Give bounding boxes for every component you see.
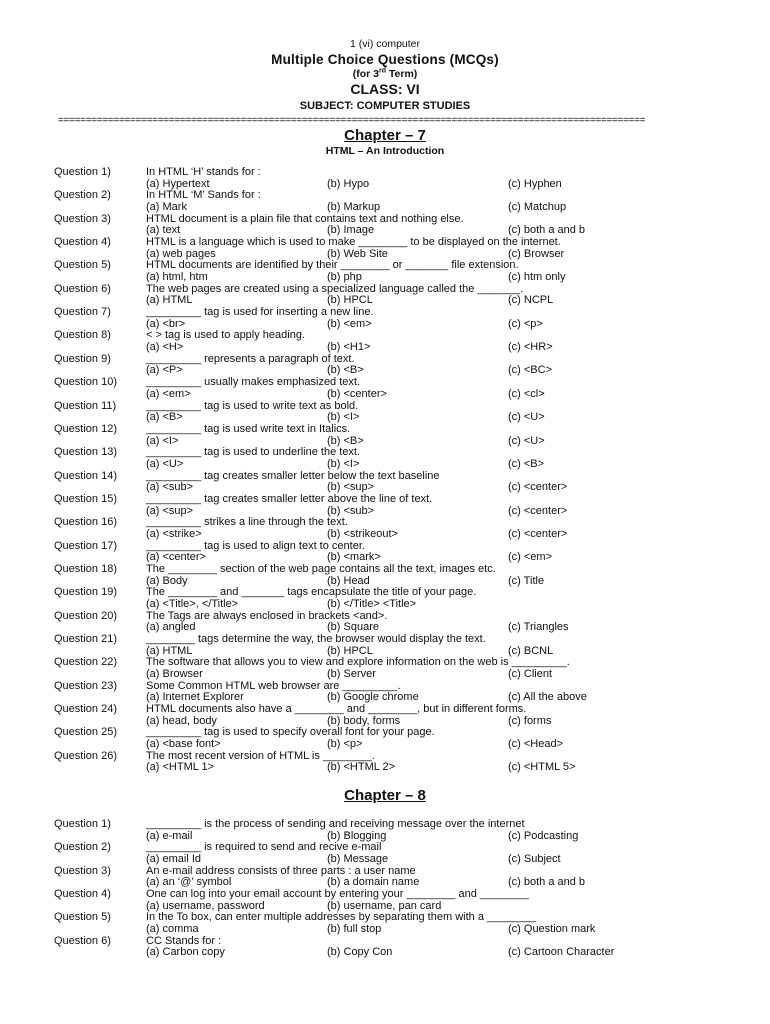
option-b: (b) HPCL	[327, 644, 373, 657]
option-b: (b) Copy Con	[327, 946, 393, 959]
question-text: _________ is the process of sending and receiving message over the internet	[146, 818, 525, 830]
question-text: _________ tag is used to write text as bold.	[146, 399, 359, 412]
question-number: Question 10)	[54, 376, 117, 389]
answer-options	[146, 762, 766, 774]
option-c: (c) both a and b	[508, 876, 586, 889]
question-number: Question 22)	[54, 656, 117, 669]
question-item	[0, 284, 770, 307]
question-item	[0, 889, 770, 912]
question-item	[0, 842, 770, 865]
question-number: Question 11)	[54, 399, 117, 412]
question-number: Question 19)	[54, 586, 117, 599]
question-item	[0, 541, 770, 564]
option-b: (b) <B>	[327, 364, 364, 377]
option-c: (c) both a and b	[508, 224, 586, 237]
question-number: Question 1)	[54, 166, 111, 178]
option-b: (b) body, forms	[327, 714, 401, 727]
question-text: _________ strikes a line through the text.	[146, 516, 348, 529]
question-text: HTML document is a plain file that contains text and nothing else.	[146, 212, 464, 225]
answer-options	[146, 924, 766, 936]
question-item	[0, 634, 770, 657]
question-item	[0, 424, 770, 447]
option-c: (c) Title	[508, 574, 545, 587]
option-a: (a) e-mail	[146, 829, 193, 842]
option-a: (a) HTML	[146, 294, 193, 307]
option-b: (b) <H1>	[327, 341, 371, 354]
question-item	[0, 936, 770, 959]
question-item	[0, 471, 770, 494]
separator-rule: ==========================================================================================================	[58, 116, 646, 126]
option-b: (b) Web Site	[327, 247, 388, 260]
option-a: (a) Mark	[146, 201, 187, 214]
option-a: (a) HTML	[146, 644, 193, 657]
question-item	[0, 237, 770, 260]
option-b: (b) <I>	[327, 411, 360, 424]
chapter-7-subtitle: HTML – An Introduction	[325, 145, 445, 157]
option-a: (a) <HTML 1>	[146, 761, 215, 774]
question-item	[0, 819, 770, 842]
option-c: (c) All the above	[508, 691, 587, 704]
question-number: Question 6)	[54, 934, 111, 947]
question-text: HTML is a language which is used to make ________ to be displayed on the internet.	[146, 236, 561, 249]
option-b: (b) Square	[327, 621, 379, 634]
question-number: Question 21)	[54, 633, 117, 645]
option-a: (a) <I>	[146, 434, 179, 447]
term-superscript: rd	[378, 67, 386, 75]
option-c: (c) <Head>	[508, 738, 564, 751]
option-c: (c) Podcasting	[508, 829, 579, 842]
subject-heading: SUBJECT: COMPUTER STUDIES	[299, 100, 471, 112]
option-b: (b) <mark>	[327, 551, 381, 564]
question-text: In the To box, can enter multiple addresses by separating them with a ________	[146, 911, 536, 924]
question-text: _________ is required to send and recive e-mail	[146, 841, 382, 854]
option-a: (a) <Title>, </Title>	[146, 597, 239, 610]
option-a: (a) <em>	[146, 387, 191, 400]
question-number: Question 4)	[54, 888, 111, 901]
option-b: (b) Google chrome	[327, 691, 419, 704]
question-text: The most recent version of HTML is ________.	[146, 749, 375, 762]
question-item	[0, 751, 770, 774]
question-text: HTML documents are identified by their ________ or _______ file extension.	[146, 259, 519, 272]
option-b: (b) <I>	[327, 457, 360, 470]
option-a: (a) angled	[146, 621, 196, 634]
question-text: _________ tag creates smaller letter above the line of text.	[146, 492, 433, 505]
option-b: (b) <B>	[327, 434, 364, 447]
question-number: Question 3)	[54, 212, 111, 225]
document-title: Multiple Choice Questions (MCQs)	[271, 52, 499, 67]
option-c: (c) NCPL	[508, 294, 554, 307]
question-number: Question 26)	[54, 749, 117, 762]
option-b: (b) <em>	[327, 317, 372, 330]
option-c: (c) Matchup	[508, 201, 567, 214]
option-b: (b) a domain name	[327, 876, 420, 889]
option-c: (c) <em>	[508, 551, 553, 564]
question-text: The ________ section of the web page contains all the text, images etc.	[146, 562, 496, 575]
option-c: (c) BCNL	[508, 644, 554, 657]
chapter-7-title: Chapter – 7	[344, 127, 426, 144]
question-text: _________ tag is used write text in Italics.	[146, 422, 351, 435]
option-a: (a) <P>	[146, 364, 183, 377]
question-number: Question 15)	[54, 492, 117, 505]
question-number: Question 4)	[54, 236, 111, 249]
option-b: (b) Message	[327, 853, 389, 866]
option-c: (c) <BC>	[508, 364, 553, 377]
question-item	[0, 447, 770, 470]
option-b: (b) HPCL	[327, 294, 373, 307]
question-item	[0, 494, 770, 517]
question-text: In HTML ‘H’ stands for :	[146, 166, 261, 178]
question-item	[0, 611, 770, 634]
question-item	[0, 912, 770, 935]
option-a: (a) Carbon copy	[146, 946, 225, 959]
question-number: Question 9)	[54, 352, 111, 365]
option-a: (a) text	[146, 224, 181, 237]
question-number: Question 2)	[54, 189, 111, 202]
option-b: (b) <sub>	[327, 504, 375, 517]
option-b: (b) Blogging	[327, 829, 387, 842]
question-text: _________ usually makes emphasized text.	[146, 376, 361, 389]
chapter-8-title: Chapter – 8	[344, 787, 426, 804]
option-a: (a) an ‘@’ symbol	[146, 876, 232, 889]
question-item	[0, 866, 770, 889]
question-number: Question 7)	[54, 306, 111, 319]
question-number: Question 8)	[54, 329, 111, 342]
question-item	[0, 354, 770, 377]
question-item	[0, 727, 770, 750]
option-c: (c) <p>	[508, 317, 543, 330]
question-number: Question 12)	[54, 422, 117, 435]
question-text: An e-mail address consists of three parts : a user name	[146, 864, 416, 877]
question-number: Question 13)	[54, 446, 117, 459]
question-text: The ________ and _______ tags encapsulate the title of your page.	[146, 586, 477, 599]
option-c: (c) Subject	[508, 853, 561, 866]
option-a: (a) head, body	[146, 714, 217, 727]
option-b: (b) <strikeout>	[327, 527, 398, 540]
question-item	[0, 307, 770, 330]
option-b: (b) php	[327, 271, 362, 284]
option-a: (a) Browser	[146, 668, 203, 681]
option-a: (a) web pages	[146, 247, 216, 260]
option-a: (a) <base font>	[146, 738, 221, 751]
option-b: (b) Hypo	[327, 177, 370, 190]
option-c: (c) Triangles	[508, 621, 569, 634]
option-c: (c) Cartoon Character	[508, 946, 615, 959]
option-c: (c) <U>	[508, 434, 545, 447]
question-item	[0, 190, 770, 213]
option-a: (a) <sup>	[146, 504, 194, 517]
option-a: (a) Hypertext	[146, 177, 210, 190]
option-c: (c) Question mark	[508, 923, 596, 936]
option-b: (b) full stop	[327, 923, 382, 936]
question-text: < > tag is used to apply heading.	[146, 329, 306, 342]
question-item	[0, 167, 770, 190]
term-suffix: Term)	[385, 68, 418, 80]
option-c: (c) <center>	[508, 481, 568, 494]
option-a: (a) <U>	[146, 457, 184, 470]
class-heading: CLASS: VI	[350, 81, 420, 97]
option-c: (c) Hyphen	[508, 177, 562, 190]
option-c: (c) <HR>	[508, 341, 553, 354]
question-item	[0, 681, 770, 704]
option-a: (a) Body	[146, 574, 188, 587]
question-number: Question 14)	[54, 469, 117, 482]
option-c: (c) Browser	[508, 247, 565, 260]
question-text: The web pages are created using a specialized language called the _______.	[146, 282, 524, 295]
option-c: (c) htm only	[508, 271, 566, 284]
option-c: (c) <U>	[508, 411, 545, 424]
question-text: _________ tag is used to underline the text.	[146, 446, 361, 459]
option-c: (c) forms	[508, 714, 552, 727]
question-number: Question 18)	[54, 562, 117, 575]
option-a: (a) html, htm	[146, 271, 208, 284]
option-b: (b) <HTML 2>	[327, 761, 396, 774]
question-number: Question 20)	[54, 609, 117, 622]
option-a: (a) <B>	[146, 411, 183, 424]
question-number: Question 24)	[54, 703, 117, 716]
question-text: _________ represents a paragraph of text.	[146, 352, 355, 365]
option-b: (b) username, pan card	[327, 899, 442, 912]
term-line	[0, 68, 770, 80]
question-number: Question 1)	[54, 818, 111, 830]
option-a: (a) <br>	[146, 317, 186, 330]
question-item	[0, 587, 770, 610]
option-c: (c) <HTML 5>	[508, 761, 576, 774]
question-number: Question 5)	[54, 259, 111, 272]
option-c: (c) Client	[508, 668, 553, 681]
question-text: _________ tag creates smaller letter below the text baseline	[146, 469, 440, 482]
option-b: (b) <p>	[327, 738, 363, 751]
question-number: Question 16)	[54, 516, 117, 529]
option-b: (b) <sup>	[327, 481, 375, 494]
question-item	[0, 377, 770, 400]
option-a: (a) <strike>	[146, 527, 202, 540]
question-number: Question 23)	[54, 679, 117, 692]
option-c: (c) <cl>	[508, 387, 545, 400]
term-prefix: (for 3	[352, 68, 379, 80]
question-text: The Tags are always enclosed in brackets <and>.	[146, 609, 388, 622]
option-b: (b) Head	[327, 574, 370, 587]
option-a: (a) <center>	[146, 551, 206, 564]
question-text: In HTML ‘M’ Sands for :	[146, 189, 261, 202]
question-item	[0, 657, 770, 680]
question-text: The software that allows you to view and explore information on the web is _________.	[146, 656, 570, 669]
question-item	[0, 704, 770, 727]
option-a: (a) <H>	[146, 341, 184, 354]
question-text: _________ tag is used to specify overall font for your page.	[146, 726, 435, 739]
option-c: (c) <center>	[508, 504, 568, 517]
option-c: (c) <B>	[508, 457, 545, 470]
question-item	[0, 214, 770, 237]
option-a: (a) username, password	[146, 899, 265, 912]
option-b: (b) Server	[327, 668, 376, 681]
option-a: (a) Internet Explorer	[146, 691, 244, 704]
question-text: HTML documents also have a ________ and ________, but in different forms.	[146, 703, 527, 716]
question-item	[0, 401, 770, 424]
option-b: (b) Image	[327, 224, 375, 237]
page-header-note: 1 (vi) computer	[349, 38, 421, 50]
question-item	[0, 260, 770, 283]
question-item	[0, 564, 770, 587]
option-b: (b) <center>	[327, 387, 387, 400]
option-c: (c) <center>	[508, 527, 568, 540]
option-b: (b) </Title> <Title>	[327, 597, 417, 610]
answer-options	[146, 947, 766, 959]
question-number: Question 17)	[54, 539, 117, 552]
option-b: (b) Markup	[327, 201, 381, 214]
question-text: _________ tag is used for inserting a new line.	[146, 306, 374, 319]
question-number: Question 3)	[54, 864, 111, 877]
question-number: Question 2)	[54, 841, 111, 854]
question-number: Question 5)	[54, 911, 111, 924]
option-a: (a) email Id	[146, 853, 202, 866]
question-text: CC Stands for :	[146, 934, 222, 947]
option-a: (a) comma	[146, 923, 199, 936]
question-number: Question 25)	[54, 726, 117, 739]
question-text: _________ tag is used to align text to center.	[146, 539, 365, 552]
question-text: One can log into your email account by entering your ________ and ________	[146, 888, 529, 901]
question-number: Question 6)	[54, 282, 111, 295]
question-item	[0, 330, 770, 353]
question-text: ________ tags determine the way, the browser would display the text.	[146, 633, 486, 645]
question-text: Some Common HTML web browser are _________.	[146, 679, 401, 692]
option-a: (a) <sub>	[146, 481, 194, 494]
question-item	[0, 517, 770, 540]
